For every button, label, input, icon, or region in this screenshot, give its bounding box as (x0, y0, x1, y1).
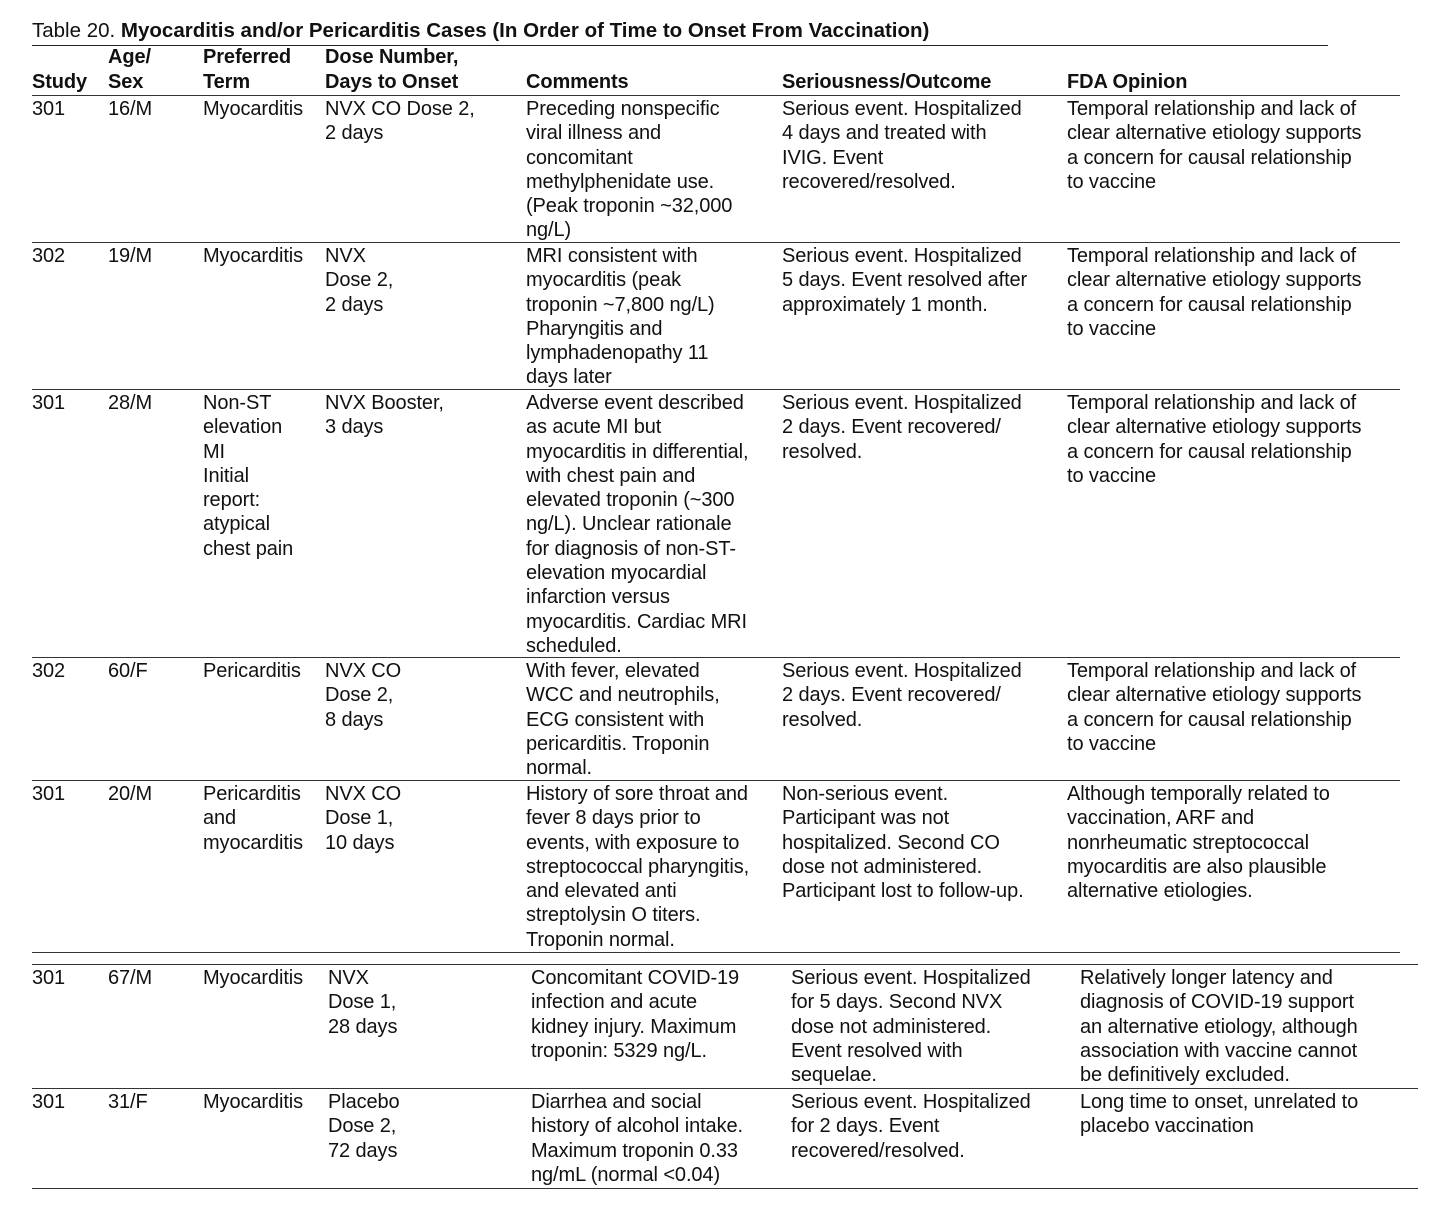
caption-separator: . (109, 19, 121, 42)
table-cell-opinion: Although temporally related to vaccination, ARF and nonrheumatic streptococcal myocarditis are also plausible alternative etiologies. (1067, 783, 1330, 903)
table-cell-outcome: Serious event. Hospitalized 4 days and treated with IVIG. Event recovered/resolved. (782, 98, 1022, 193)
table-cell-age-sex: 19/M (108, 245, 153, 267)
table-cell-term: Myocarditis (203, 98, 304, 120)
row-divider (32, 95, 1400, 96)
table-cell-opinion: Temporal relationship and lack of clear alternative etiology supports a concern for causal relationship to vaccine (1067, 660, 1362, 755)
table-cell-comments: Concomitant COVID-19 infection and acute kidney injury. Maximum troponin: 5329 ng/L. (531, 967, 740, 1062)
table-cell-opinion: Long time to onset, unrelated to placebo vaccination (1080, 1091, 1359, 1138)
table-cell-outcome: Serious event. Hospitalized for 2 days. Event recovered/resolved. (791, 1091, 1031, 1162)
table-cell-dose: NVX Booster, 3 days (325, 392, 444, 439)
table-caption (32, 18, 1328, 46)
row-divider (32, 1188, 1418, 1189)
table-cell-opinion: Relatively longer latency and diagnosis of COVID-19 support an alternative etiology, although association with vaccine cannot be definitively excluded. (1080, 967, 1358, 1087)
table-cell-study: 301 (32, 98, 66, 120)
table-cell-term: Myocarditis (203, 967, 304, 989)
table-cell-age-sex: 31/F (108, 1091, 148, 1113)
header-dose: Dose Number, Days to Onset (325, 46, 459, 93)
table-cell-study: 301 (32, 783, 66, 805)
table-cell-comments: MRI consistent with myocarditis (peak troponin ~7,800 ng/L) Pharyngitis and lymphadenopathy 11 days later (526, 245, 715, 389)
table-cell-age-sex: 60/F (108, 660, 148, 682)
table-cell-term: Pericarditis (203, 660, 301, 682)
table-title: Myocarditis and/or Pericarditis Cases (In Order of Time to Onset From Vaccination) (120, 19, 930, 42)
row-divider (32, 242, 1400, 243)
table-label: Table 20 (32, 19, 110, 42)
table-cell-comments: Diarrhea and social history of alcohol intake. Maximum troponin 0.33 ng/mL (normal <0.04) (531, 1091, 743, 1186)
header-term: Preferred Term (203, 46, 292, 93)
table-cell-opinion: Temporal relationship and lack of clear alternative etiology supports a concern for causal relationship to vaccine (1067, 98, 1362, 193)
table-cell-outcome: Serious event. Hospitalized 2 days. Event recovered/ resolved. (782, 660, 1022, 731)
table-cell-term: Pericarditis and myocarditis (203, 783, 304, 854)
row-divider (32, 780, 1400, 781)
table-cell-age-sex: 67/M (108, 967, 153, 989)
table-cell-opinion: Temporal relationship and lack of clear alternative etiology supports a concern for causal relationship to vaccine (1067, 245, 1362, 340)
table-cell-study: 301 (32, 392, 66, 414)
table-cell-dose: Placebo Dose 2, 72 days (328, 1091, 400, 1162)
table-cell-dose: NVX CO Dose 2, 2 days (325, 98, 475, 145)
row-divider (32, 1088, 1418, 1089)
row-divider (32, 389, 1400, 390)
table-cell-comments: With fever, elevated WCC and neutrophils, ECG consistent with pericarditis. Troponin normal. (526, 660, 720, 780)
table-cell-outcome: Serious event. Hospitalized 2 days. Event recovered/ resolved. (782, 392, 1022, 463)
table-cell-dose: NVX Dose 2, 2 days (325, 245, 394, 316)
table-cell-outcome: Serious event. Hospitalized 5 days. Event resolved after approximately 1 month. (782, 245, 1028, 316)
table-cell-dose: NVX CO Dose 1, 10 days (325, 783, 402, 854)
header-study: Study (32, 70, 88, 93)
header-outcome: Seriousness/Outcome (782, 70, 992, 93)
table-cell-study: 302 (32, 660, 66, 682)
table-cell-study: 302 (32, 245, 66, 267)
row-divider (32, 657, 1400, 658)
header-comments: Comments (526, 70, 629, 93)
table-cell-study: 301 (32, 1091, 66, 1113)
table-cell-study: 301 (32, 967, 66, 989)
table-cell-age-sex: 16/M (108, 98, 153, 120)
table-cell-age-sex: 28/M (108, 392, 153, 414)
header-age-sex: Age/ Sex (108, 46, 151, 93)
table-cell-term: Non-ST elevation MI Initial report: atypical chest pain (203, 392, 294, 560)
table-cell-opinion: Temporal relationship and lack of clear alternative etiology supports a concern for causal relationship to vaccine (1067, 392, 1362, 487)
table-cell-term: Myocarditis (203, 1091, 304, 1113)
table-cell-comments: Adverse event described as acute MI but myocarditis in differential, with chest pain and elevated troponin (~300 ng/L). Unclear rationale for diagnosis of non-ST- elevation myocardial infarction versus myocarditis. Cardiac MRI scheduled. (526, 392, 749, 657)
table-cell-age-sex: 20/M (108, 783, 153, 805)
table-cell-comments: Preceding nonspecific viral illness and concomitant methylphenidate use. (Peak troponin ~32,000 ng/L) (526, 98, 733, 242)
table-cell-dose: NVX CO Dose 2, 8 days (325, 660, 402, 731)
row-divider (32, 952, 1400, 953)
table-cell-dose: NVX Dose 1, 28 days (328, 967, 398, 1038)
table-cell-outcome: Serious event. Hospitalized for 5 days. Second NVX dose not administered. Event resolved with sequelae. (791, 967, 1031, 1087)
table-cell-comments: History of sore throat and fever 8 days prior to events, with exposure to streptococcal pharyngitis, and elevated anti streptolysin O titers. Troponin normal. (526, 783, 750, 951)
table-cell-outcome: Non-serious event. Participant was not hospitalized. Second CO dose not administered. Participant lost to follow-up. (782, 783, 1024, 903)
table-cell-term: Myocarditis (203, 245, 304, 267)
row-divider (32, 964, 1418, 965)
header-opinion: FDA Opinion (1067, 70, 1188, 93)
